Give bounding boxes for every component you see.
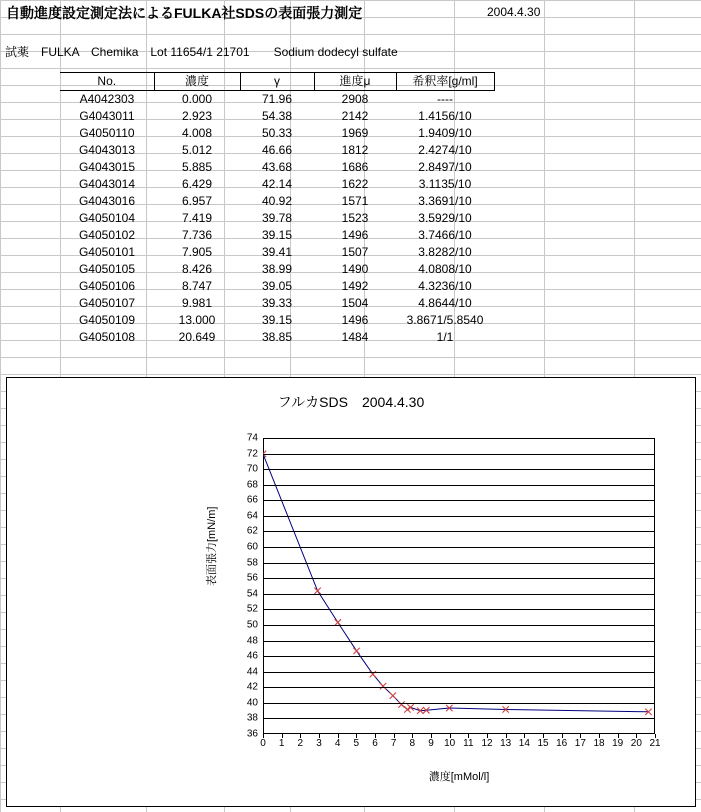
chart-x-tick-label: 3 — [316, 738, 322, 749]
chart-series-svg — [263, 438, 655, 734]
table-cell: 1812 — [341, 143, 369, 157]
chart-gridline — [263, 594, 655, 595]
chart-x-tick-label: 5 — [353, 738, 360, 749]
chart-gridline — [263, 656, 655, 657]
chart-x-tick-mark — [543, 734, 544, 738]
table-cell: 1.9409/10 — [418, 126, 472, 140]
table-cell: 2.8497/10 — [418, 160, 472, 174]
chart-container — [6, 377, 696, 807]
chart-gridline — [263, 531, 655, 532]
table-cell: G4050110 — [79, 126, 135, 140]
table-row — [60, 193, 494, 210]
table-header-row — [60, 73, 494, 91]
table-cell: 1523 — [341, 211, 369, 225]
column-header-concentration: 濃度 — [154, 73, 240, 91]
table-cell: 8.426 — [181, 262, 213, 276]
table-cell: G4050109 — [78, 313, 136, 327]
chart-y-tick-label: 36 — [246, 728, 258, 740]
chart-y-tick-label: 50 — [246, 619, 258, 631]
chart-x-tick-label: 1 — [278, 738, 285, 749]
table-cell: 6.429 — [181, 177, 213, 191]
chart-x-tick-label: 10 — [444, 738, 456, 749]
chart-gridline — [263, 625, 655, 626]
table-cell: 2.923 — [181, 109, 213, 123]
chart-y-tick-label: 60 — [246, 541, 258, 553]
chart-plot-area — [246, 432, 661, 749]
table-cell: 4.0808/10 — [418, 262, 472, 276]
table-row — [60, 142, 494, 159]
chart-x-tick-label: 18 — [593, 738, 605, 749]
table-cell: 3.5929/10 — [418, 211, 472, 225]
table-cell: G4043014 — [78, 177, 136, 191]
table-cell: 3.8282/10 — [418, 245, 472, 259]
table-cell: 39.41 — [261, 245, 293, 259]
table-cell: 39.33 — [261, 296, 293, 310]
table-cell: 5.885 — [181, 160, 213, 174]
table-cell: G4050107 — [78, 296, 136, 310]
table-cell: 2.4274/10 — [418, 143, 472, 157]
column-header-dilution: 希釈率[g/ml] — [396, 73, 494, 91]
chart-y-axis-label: 表面張力[mN/m] — [206, 506, 218, 586]
chart-gridline — [263, 485, 655, 486]
table-cell: 1492 — [341, 279, 369, 293]
table-row — [60, 108, 494, 125]
page-title: 自動進度設定測定法によるFULKA社SDSの表面張力測定 — [6, 5, 363, 21]
chart-x-tick-label: 6 — [372, 738, 378, 749]
table-row — [60, 176, 494, 193]
table-row — [60, 329, 494, 346]
table-cell: 6.957 — [181, 194, 213, 208]
table-row — [60, 244, 494, 261]
table-row — [60, 278, 494, 295]
chart-y-tick-label: 48 — [246, 635, 258, 647]
table-cell: 2142 — [341, 109, 369, 123]
chart-y-tick-label: 70 — [246, 463, 258, 475]
chart-x-tick-label: 4 — [334, 738, 341, 749]
table-cell: G4043016 — [78, 194, 136, 208]
table-cell: 1686 — [341, 160, 369, 174]
table-cell: 4.3236/10 — [418, 279, 472, 293]
chart-x-tick-label: 14 — [518, 738, 530, 749]
chart-gridline — [263, 718, 655, 719]
table-cell: G4043013 — [78, 143, 136, 157]
chart-y-tick-label: 64 — [246, 510, 258, 522]
table-cell: 4.8644/10 — [418, 296, 472, 310]
table-cell: 7.736 — [181, 228, 213, 242]
chart-x-tick-mark — [300, 734, 301, 738]
chart-y-tick-label: 46 — [246, 650, 258, 662]
chart-gridline — [263, 687, 655, 688]
chart-y-tick-label: 40 — [246, 697, 258, 709]
table-cell: 1504 — [341, 296, 369, 310]
table-cell: 42.14 — [261, 177, 293, 191]
table-cell: 1969 — [341, 126, 369, 140]
chart-x-tick-label: 0 — [260, 738, 266, 749]
table-cell: 39.15 — [261, 228, 293, 242]
table-cell: 38.99 — [261, 262, 293, 276]
table-cell: 20.649 — [178, 330, 216, 344]
chart-gridline — [263, 547, 655, 548]
chart-x-tick-mark — [394, 734, 395, 738]
column-header-gamma: γ — [240, 73, 314, 91]
column-header-no: No. — [60, 73, 154, 91]
table-cell: G4050101 — [78, 245, 136, 259]
chart-x-tick-mark — [636, 734, 637, 738]
table-row — [60, 210, 494, 227]
chart-x-tick-label: 21 — [649, 738, 661, 749]
table-cell: 3.7466/10 — [418, 228, 472, 242]
chart-x-tick-mark — [282, 734, 283, 738]
table-cell: 43.68 — [261, 160, 293, 174]
chart-x-tick-label: 11 — [463, 738, 474, 749]
table-cell: 71.96 — [261, 92, 293, 106]
table-row — [60, 312, 494, 329]
table-row — [60, 295, 494, 312]
chart-y-tick-label: 54 — [246, 588, 258, 600]
table-row — [60, 91, 494, 109]
table-cell: 2908 — [341, 92, 369, 106]
table-cell: 1484 — [341, 330, 369, 344]
chart-gridline — [263, 672, 655, 673]
chart-gridline — [263, 703, 655, 704]
chart-x-tick-label: 13 — [500, 738, 512, 749]
chart-gridline — [263, 578, 655, 579]
table-cell: 38.85 — [261, 330, 293, 344]
table-cell: 39.05 — [261, 279, 293, 293]
table-cell: 9.981 — [181, 296, 213, 310]
table-cell: G4050106 — [78, 279, 136, 293]
chart-gridline — [263, 609, 655, 610]
table-row — [60, 261, 494, 278]
table-cell: 39.15 — [261, 313, 293, 327]
chart-y-tick-label: 66 — [246, 494, 258, 506]
chart-x-tick-mark — [655, 734, 656, 738]
chart-x-tick-mark — [431, 734, 432, 738]
table-cell: G4050102 — [78, 228, 136, 242]
chart-y-tick-label: 44 — [246, 666, 258, 678]
chart-x-tick-label: 8 — [409, 738, 416, 749]
chart-x-tick-label: 9 — [428, 738, 434, 749]
column-header-mu: 進度μ — [314, 73, 396, 91]
chart-title: フルカSDS 2004.4.30 — [277, 394, 425, 410]
table-cell: A4042303 — [79, 92, 135, 106]
reagent-info: 試薬 FULKA Chemika Lot 11654/1 21701 Sodium dodecyl sulfate — [5, 45, 398, 59]
chart-x-tick-mark — [562, 734, 563, 738]
table-cell: 7.905 — [181, 245, 213, 259]
table-cell: 5.012 — [181, 143, 213, 157]
chart-gridline — [263, 641, 655, 642]
chart-x-tick-mark — [599, 734, 600, 738]
table-row — [60, 159, 494, 176]
measurement-table — [60, 72, 495, 346]
chart-x-tick-mark — [319, 734, 320, 738]
table-cell: 3.8671/5.8540 — [406, 313, 484, 327]
table-cell: 1496 — [341, 313, 369, 327]
table-cell: 1.4156/10 — [418, 109, 472, 123]
table-cell: 13.000 — [178, 313, 216, 327]
chart-gridline — [263, 500, 655, 501]
table-cell: ---- — [437, 92, 453, 106]
table-cell: 54.38 — [261, 109, 293, 123]
table-cell: 7.419 — [181, 211, 213, 225]
table-cell: 8.747 — [181, 279, 213, 293]
table-cell: 39.78 — [261, 211, 293, 225]
table-cell: 50.33 — [261, 126, 293, 140]
chart-x-tick-mark — [450, 734, 451, 738]
chart-y-tick-label: 42 — [246, 681, 258, 693]
table-cell: 1622 — [341, 177, 369, 191]
chart-x-tick-mark — [338, 734, 339, 738]
chart-y-tick-label: 52 — [246, 603, 258, 615]
chart-x-tick-mark — [618, 734, 619, 738]
table-cell: 4.008 — [181, 126, 213, 140]
chart-x-tick-mark — [468, 734, 469, 738]
table-cell: 1490 — [341, 262, 369, 276]
measurement-date: 2004.4.30 — [487, 5, 541, 19]
chart-x-tick-mark — [487, 734, 488, 738]
table-cell: G4050108 — [78, 330, 136, 344]
chart-x-tick-mark — [263, 734, 264, 738]
chart-x-tick-label: 7 — [390, 738, 397, 749]
chart-x-tick-label: 15 — [537, 738, 549, 749]
table-cell: 1/1 — [436, 330, 454, 344]
table-cell: 3.1135/10 — [418, 177, 472, 191]
chart-y-tick-label: 58 — [246, 557, 258, 569]
chart-x-tick-mark — [412, 734, 413, 738]
table-cell: 46.66 — [261, 143, 293, 157]
chart-x-tick-mark — [356, 734, 357, 738]
chart-y-tick-label: 72 — [246, 448, 258, 460]
table-cell: G4050105 — [78, 262, 136, 276]
table-row — [60, 125, 494, 142]
table-cell: 3.3691/10 — [418, 194, 472, 208]
chart-x-tick-mark — [506, 734, 507, 738]
chart-gridline — [263, 563, 655, 564]
chart-x-axis-label: 濃度[mMol/l] — [428, 771, 490, 783]
chart-y-tick-label: 38 — [246, 712, 258, 724]
table-cell: 1507 — [341, 245, 369, 259]
chart-x-tick-label: 16 — [556, 738, 568, 749]
chart-gridline — [263, 454, 655, 455]
chart-x-tick-label: 20 — [630, 738, 642, 749]
table-row — [60, 227, 494, 244]
chart-gridline — [263, 469, 655, 470]
chart-gridline — [263, 516, 655, 517]
chart-x-tick-mark — [375, 734, 376, 738]
chart-x-tick-label: 12 — [481, 738, 493, 749]
chart-x-tick-mark — [580, 734, 581, 738]
chart-x-tick-label: 19 — [612, 738, 624, 749]
table-cell: 1496 — [341, 228, 369, 242]
chart-y-tick-label: 56 — [246, 572, 258, 584]
chart-y-tick-label: 68 — [246, 479, 258, 491]
chart-x-tick-label: 2 — [297, 738, 304, 749]
chart-y-tick-label: 74 — [246, 432, 258, 444]
table-cell: 1571 — [341, 194, 369, 208]
chart-x-tick-label: 17 — [574, 738, 586, 749]
table-cell: 0.000 — [181, 92, 213, 106]
table-cell: G4043015 — [78, 160, 136, 174]
table-cell: 40.92 — [261, 194, 293, 208]
chart-y-tick-label: 62 — [246, 525, 258, 537]
table-cell: G4043011 — [79, 109, 135, 123]
chart-x-tick-mark — [524, 734, 525, 738]
table-cell: G4050104 — [78, 211, 136, 225]
